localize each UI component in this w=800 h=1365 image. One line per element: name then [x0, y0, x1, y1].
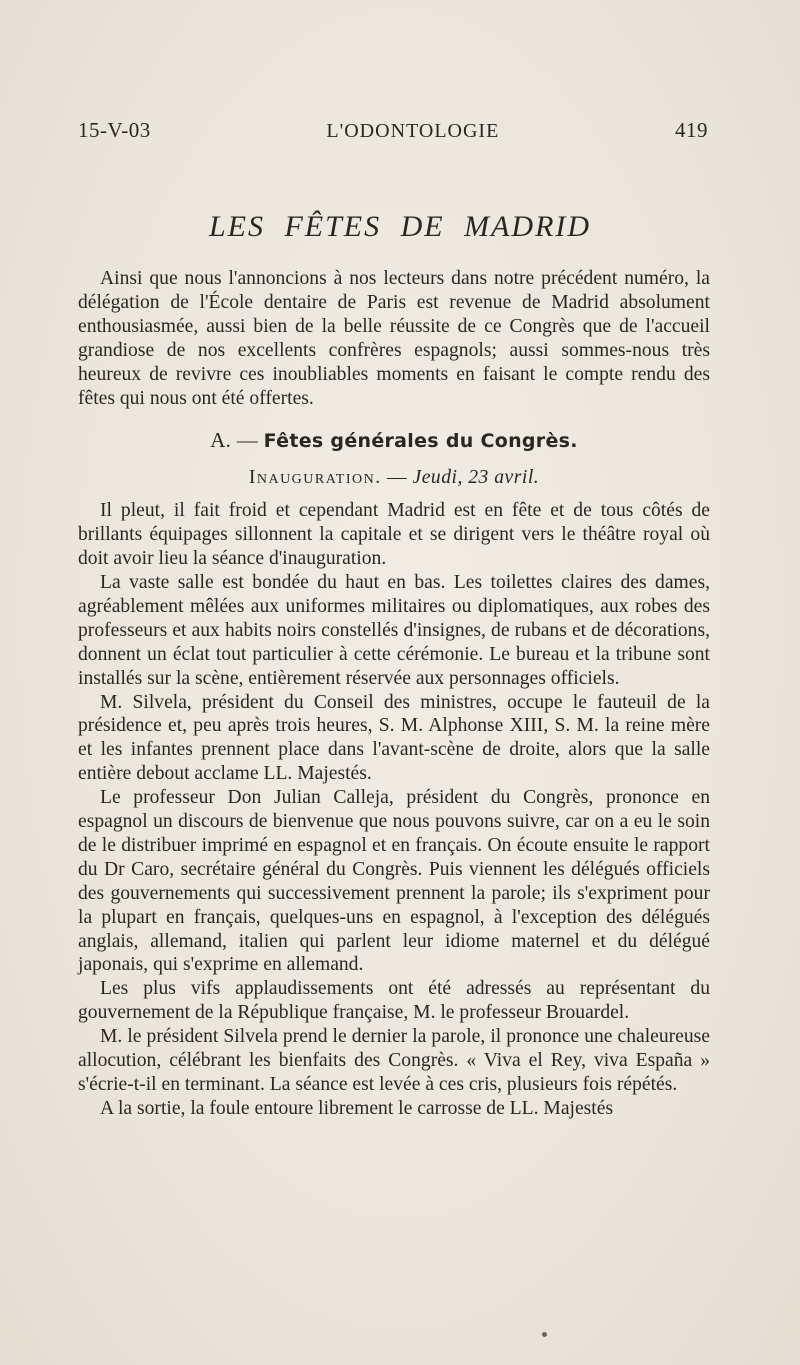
subsection-label: Inauguration.	[248, 467, 382, 489]
section-prefix: A. —	[210, 428, 264, 453]
intro-paragraph: Ainsi que nous l'annoncions à nos lecteurs dans notre précédent numéro, la délégation de l'École dentaire de Paris est revenue de Madrid absolument enthousiasmée, aussi bien de la belle réussite de ce Congrès que de l'accueil grandiose de nos excellents confrères espagnols; aussi sommes-nous très heureux de revivre ces inoubliables moments en faisant le compte rendu des fêtes qui nous ont été offertes.	[78, 268, 710, 409]
body-paragraph: M. le président Silvela prend le dernier la parole, il prononce une chaleureuse allocution, célébrant les bienfaits des Congrès. « Viva el Rey, viva España » s'écrie-t-il en terminant. La séance est levée à ces cris, plusieurs fois répétés.	[78, 1026, 710, 1095]
subsection-date: Jeudi, 23 avril.	[412, 467, 540, 489]
body-paragraph: M. Silvela, président du Conseil des ministres, occupe le fauteuil de la présidence et, peu après trois heures, S. M. Alphonse XIII, S. M. la reine mère et les infantes prennent place dans l'avant-scène de droite, alors que la salle entière debout acclame LL. Majestés.	[78, 691, 710, 785]
body-paragraph: A la sortie, la foule entoure librement le carrosse de LL. Majestés	[100, 1097, 614, 1119]
body-paragraph: Le professeur Don Julian Calleja, président du Congrès, prononce en espagnol un discours de bienvenue que nous pouvons suivre, car on a eu le soin de le distribuer imprimé en espagnol et en français. On écoute ensuite le rapport du Dr Caro, secrétaire général du Congrès. Puis viennent les délégués officiels des gouvernements qui successivement prennent la parole; ils s'expriment pour la plupart en français, quelques-uns en espagnol, à l'exception des délégués anglais, allemand, italien qui parlent leur idiome maternel et du délégué japonais, qui s'exprime en allemand.	[78, 787, 710, 976]
body-paragraph: Il pleut, il fait froid et cependant Madrid est en fête et de tous côtés de brillants équipages sillonnent la capitale et se dirigent vers le théâtre royal où doit avoir lieu la séance d'inauguration.	[78, 500, 710, 570]
article-body	[78, 267, 710, 1121]
page-number: 419	[674, 118, 708, 142]
section-title: Fêtes générales du Congrès.	[263, 430, 578, 453]
journal-title: L'ODONTOLOGIE	[326, 120, 500, 142]
body-paragraph: Les plus vifs applaudissements ont été adressés au représentant du gouvernement de la République française, M. le professeur Brouardel.	[78, 978, 710, 1024]
article-title: LES FÊTES DE MADRID	[208, 210, 592, 243]
subsection-heading	[78, 466, 710, 490]
section-heading	[78, 429, 710, 454]
body-paragraph: La vaste salle est bondée du haut en bas. Les toilettes claires des dames, agréablement mêlées aux uniformes militaires ou diplomatiques, aux robes des professeurs et aux habits noirs constellés d'insignes, de rubans et de décorations, donnent un éclat tout particulier à cette cérémonie. Le bureau et la tribune sont installés sur la scène, entièrement réservée aux personnages officiels.	[78, 571, 710, 689]
ink-speck	[542, 1332, 547, 1337]
subsection-dash: —	[381, 467, 413, 489]
issue-date: 15-V-03	[78, 118, 151, 142]
running-header	[78, 118, 708, 143]
